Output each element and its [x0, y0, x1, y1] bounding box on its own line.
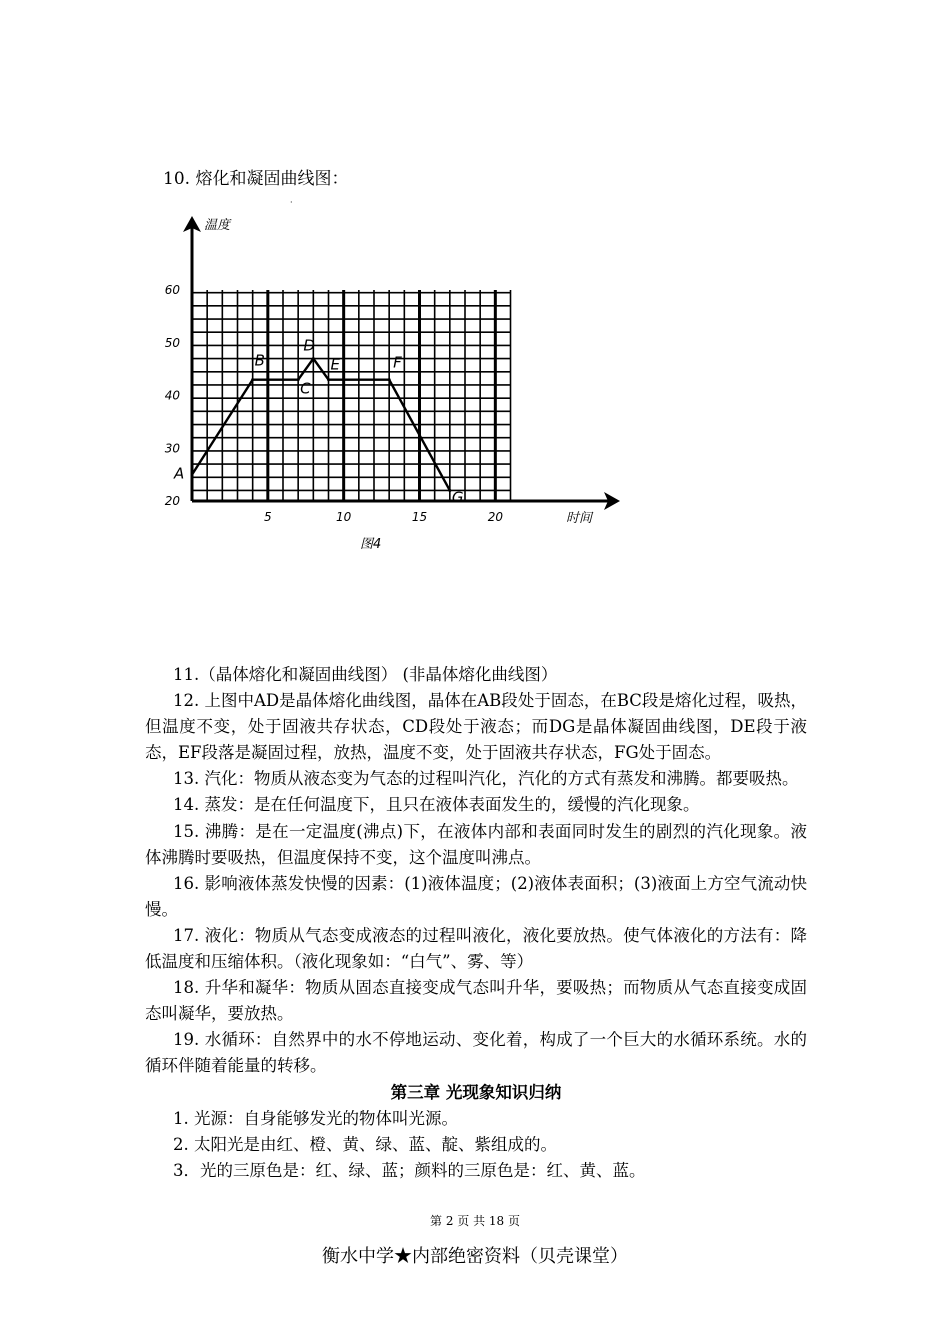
y-tick-label: 50: [164, 335, 180, 350]
chapter-item-1: 1. 光源：自身能够发光的物体叫光源。: [173, 1108, 458, 1128]
paragraph-15: 15. 沸腾：是在一定温度(沸点)下，在液体内部和表面同时发生的剧烈的汽化现象。液体沸腾时要吸热，但温度保持不变，这个温度叫沸点。: [145, 821, 807, 867]
x-tick-label: 20: [487, 510, 503, 524]
x-axis-label: 时间: [566, 511, 593, 526]
body-text: [145, 662, 807, 1184]
chapter-title: 第三章 光现象知识归纳: [390, 1082, 562, 1102]
y-axis-label: 温度: [204, 218, 231, 233]
data-point: [312, 357, 315, 360]
point-label: G: [451, 488, 464, 507]
y-tick-label: 30: [164, 441, 180, 456]
chart-grid: [192, 290, 511, 501]
paragraph-12: 12. 上图中AD是晶体熔化曲线图，晶体在AB段处于固态，在BC段是熔化过程，吸热，但温度不变，处于固液共存状态，CD段处于液态；而DG是晶体凝固曲线图，DE段于液态，EF段落是凝固过程，放热，温度不变，处于固液共存状态，FG处于固态。: [145, 691, 807, 763]
point-label: B: [254, 351, 265, 370]
point-label: A: [174, 464, 185, 483]
data-point: [251, 378, 254, 381]
y-tick-label: 60: [164, 283, 180, 297]
chart-title: 图4: [360, 537, 382, 552]
paragraph-13: 13. 汽化：物质从液态变为气态的过程叫汽化，汽化的方式有蒸发和沸腾。都要吸热。: [173, 769, 799, 789]
paragraph-14: 14. 蒸发：是在任何温度下，且只在液体表面发生的，缓慢的汽化现象。: [173, 795, 700, 815]
point-label: D: [303, 336, 315, 355]
figure-heading: 10. 熔化和凝固曲线图：: [163, 169, 349, 189]
paragraph-18: 18. 升华和凝华：物质从固态直接变成气态叫升华，要吸热；而物质从气态直接变成固态叫凝华，要放热。: [145, 978, 807, 1024]
chapter-item-2: 2. 太阳光是由红、橙、黄、绿、蓝、靛、紫组成的。: [173, 1134, 557, 1154]
point-label: E: [330, 355, 340, 374]
melting-curve-chart: [150, 208, 640, 568]
paragraph-19: 19. 水循环：自然界中的水不停地运动、变化着，构成了一个巨大的水循环系统。水的循环伴随着能量的转移。: [145, 1030, 807, 1076]
chapter-item-3: 3．光的三原色是：红、绿、蓝；颜料的三原色是：红、黄、蓝。: [173, 1160, 646, 1180]
paragraph-16: 16. 影响液体蒸发快慢的因素：(1)液体温度；(2)液体表面积；(3)液面上方空气流动快慢。: [145, 873, 807, 919]
point-label: C: [300, 379, 311, 398]
y-tick-label: 40: [164, 388, 180, 403]
paragraph-17: 17. 液化：物质从气态变成液态的过程叫液化，液化要放热。使气体液化的方法有：降低温度和压缩体积。（液化现象如：“白气”、雾、等）: [145, 925, 807, 972]
x-tick-label: 10: [336, 510, 352, 524]
data-point: [388, 378, 391, 381]
data-point: [327, 378, 330, 381]
page-number: 第 2 页 共 18 页: [430, 1214, 520, 1228]
x-tick-label: 15: [411, 510, 428, 524]
paragraph-11: 11.（晶体熔化和凝固曲线图） (非晶体熔化曲线图）: [173, 665, 558, 684]
data-point: [191, 473, 194, 476]
y-tick-label: 20: [164, 494, 180, 508]
document-source: 衡水中学★内部绝密资料（贝壳课堂）: [322, 1246, 628, 1267]
x-tick-label: 5: [264, 510, 272, 524]
stray-mark: ·: [290, 198, 293, 207]
point-label: F: [393, 353, 402, 372]
